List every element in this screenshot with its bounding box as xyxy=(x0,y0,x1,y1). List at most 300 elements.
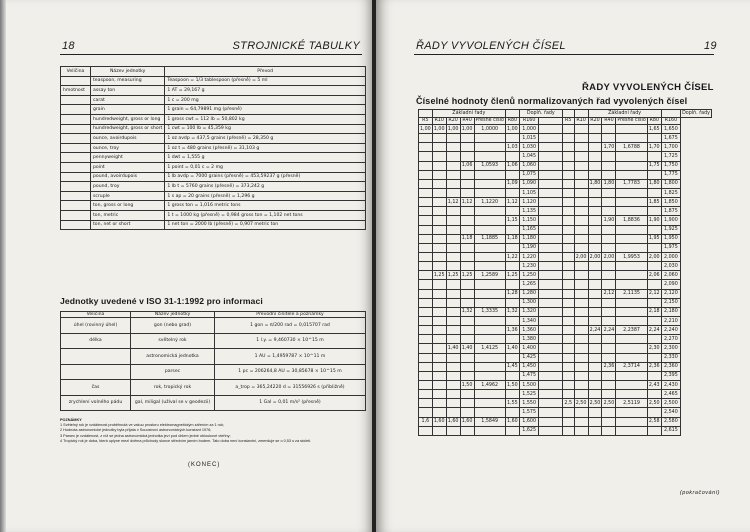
table-cell xyxy=(419,216,433,225)
table-cell: 1,1885 xyxy=(474,234,505,243)
table-cell: 1,220 xyxy=(519,252,539,261)
table-cell xyxy=(616,316,647,325)
table-cell: 1,32 xyxy=(505,307,519,316)
table-cell xyxy=(446,262,460,271)
table-cell: 1 point = 0,01 c = 2 mg xyxy=(165,162,366,172)
table-cell xyxy=(419,207,433,216)
table-row xyxy=(419,362,712,371)
continued-mark: (pokračování) xyxy=(679,490,720,496)
table-cell xyxy=(432,344,446,353)
column-divider xyxy=(539,179,562,188)
table-cell xyxy=(616,161,647,170)
group-header-spacer xyxy=(661,110,680,118)
table-cell xyxy=(616,371,647,380)
table-cell xyxy=(474,252,505,261)
table-cell xyxy=(446,216,460,225)
table-row xyxy=(419,143,712,152)
table-cell xyxy=(574,380,588,389)
table-cell: hundredweight, gross or short xyxy=(91,124,165,134)
table-cell: 1,2589 xyxy=(474,271,505,280)
table-cell xyxy=(460,152,474,161)
table-cell xyxy=(602,198,616,207)
table-cell: 2,06 xyxy=(647,271,661,280)
table-cell xyxy=(446,298,460,307)
table-cell xyxy=(616,152,647,161)
table-cell xyxy=(432,134,446,143)
table-row xyxy=(61,395,366,411)
table-cell xyxy=(61,143,91,153)
table-cell: 1,00 xyxy=(432,125,446,134)
table-cell: 1 l.y. = 9,460730 × 10^15 m xyxy=(215,333,366,349)
table-cell xyxy=(446,335,460,344)
table-cell xyxy=(602,225,616,234)
table-cell: 2,18 xyxy=(647,307,661,316)
table-cell xyxy=(432,280,446,289)
column-divider xyxy=(539,207,562,216)
table-cell xyxy=(460,426,474,435)
table-cell: 2,5119 xyxy=(616,399,647,408)
group-header-supplementary: Doplň. řady xyxy=(682,110,710,116)
table-cell xyxy=(574,262,588,271)
table-cell xyxy=(474,399,505,408)
table-cell: 1,50 xyxy=(460,380,474,389)
table-cell: 2,12 xyxy=(602,289,616,298)
table-cell: ton, metric xyxy=(91,210,165,220)
column-divider xyxy=(539,262,562,271)
table-cell xyxy=(647,335,661,344)
table-cell: 1,320 xyxy=(519,307,539,316)
table-cell xyxy=(588,262,602,271)
column-divider xyxy=(539,234,562,243)
table-cell: 2,360 xyxy=(661,362,680,371)
table-cell xyxy=(419,326,433,335)
table-cell: 2,1135 xyxy=(616,289,647,298)
table-cell xyxy=(562,125,574,134)
table-cell xyxy=(616,198,647,207)
table-row xyxy=(419,216,712,225)
table-cell: 1,4125 xyxy=(474,344,505,353)
table-cell: 2,430 xyxy=(661,380,680,389)
table-cell xyxy=(602,390,616,399)
table-cell xyxy=(588,380,602,389)
table-cell xyxy=(460,298,474,307)
table-cell xyxy=(505,280,519,289)
table-cell xyxy=(61,105,91,115)
table-cell: pound, troy xyxy=(91,182,165,192)
table-cell: 1,105 xyxy=(519,188,539,197)
table-cell xyxy=(446,307,460,316)
table-cell xyxy=(602,188,616,197)
table-cell xyxy=(432,408,446,417)
table-cell: 1,180 xyxy=(519,234,539,243)
table-cell: 1,1220 xyxy=(474,198,505,207)
table-cell xyxy=(432,243,446,252)
table-cell xyxy=(419,243,433,252)
table-cell: 1,150 xyxy=(519,216,539,225)
table-cell xyxy=(419,408,433,417)
table-cell xyxy=(474,362,505,371)
column-divider xyxy=(539,243,562,252)
table-cell: 1,135 xyxy=(519,207,539,216)
table-cell xyxy=(419,234,433,243)
table-cell xyxy=(574,125,588,134)
table-cell: 1 lb t = 5760 grains (přesně) = 373,242 g xyxy=(165,182,366,192)
table-cell xyxy=(432,289,446,298)
table-cell xyxy=(562,408,574,417)
table-cell xyxy=(446,179,460,188)
table-cell xyxy=(419,252,433,261)
table-cell xyxy=(647,243,661,252)
table-cell xyxy=(647,188,661,197)
table-cell: 1,03 xyxy=(505,143,519,152)
table-cell xyxy=(562,344,574,353)
table-cell xyxy=(562,353,574,362)
table-cell xyxy=(419,390,433,399)
table-cell: 1 cwt = 100 lb = 45,359 kg xyxy=(165,124,366,134)
table-cell xyxy=(574,344,588,353)
table-cell xyxy=(474,225,505,234)
table-cell: 1 dwt = 1,555 g xyxy=(165,153,366,163)
table-row xyxy=(61,349,366,365)
table-cell xyxy=(602,161,616,170)
table-cell xyxy=(574,417,588,426)
table-cell xyxy=(588,289,602,298)
table-cell xyxy=(588,417,602,426)
table-cell: 1,190 xyxy=(519,243,539,252)
table-cell: 2,150 xyxy=(661,298,680,307)
table-cell xyxy=(432,161,446,170)
table-cell: 1,40 xyxy=(505,344,519,353)
table-cell xyxy=(505,353,519,362)
table-cell xyxy=(474,390,505,399)
table-cell xyxy=(588,198,602,207)
table-cell xyxy=(61,172,91,182)
table-cell xyxy=(588,335,602,344)
table-cell xyxy=(562,252,574,261)
table-cell xyxy=(616,390,647,399)
column-divider xyxy=(539,280,562,289)
table-cell: 1,650 xyxy=(661,125,680,134)
table-cell: 1,8836 xyxy=(616,216,647,225)
table-cell xyxy=(647,353,661,362)
table-cell: 1,230 xyxy=(519,262,539,271)
table-cell: 2,5 xyxy=(562,399,574,408)
table-cell xyxy=(419,289,433,298)
table-row xyxy=(419,307,712,316)
table-cell xyxy=(460,316,474,325)
table-cell xyxy=(602,353,616,362)
table-cell: 1,400 xyxy=(519,344,539,353)
table-cell xyxy=(616,134,647,143)
table-cell: 1,750 xyxy=(661,161,680,170)
table-cell xyxy=(474,289,505,298)
group-header-supplementary: Doplň. řady xyxy=(519,110,562,118)
table-cell: délka xyxy=(61,333,131,349)
table-cell xyxy=(602,335,616,344)
table-cell xyxy=(432,390,446,399)
table-cell xyxy=(562,152,574,161)
table-cell: 1,475 xyxy=(519,371,539,380)
table-cell xyxy=(460,371,474,380)
table-cell xyxy=(460,390,474,399)
table-cell xyxy=(505,262,519,271)
table-cell xyxy=(602,262,616,271)
table-cell xyxy=(616,188,647,197)
table-cell xyxy=(574,170,588,179)
table-cell xyxy=(588,280,602,289)
column-divider xyxy=(539,399,562,408)
table-cell xyxy=(460,252,474,261)
table-cell xyxy=(446,326,460,335)
column-divider xyxy=(539,143,562,152)
table-cell xyxy=(505,335,519,344)
table-cell xyxy=(446,390,460,399)
table-cell: 1,450 xyxy=(519,362,539,371)
table-cell xyxy=(647,170,661,179)
table-cell: zrychlení volného pádu xyxy=(61,395,131,411)
table-cell: 1,60 xyxy=(505,417,519,426)
table-cell: 1,60 xyxy=(446,417,460,426)
table-row xyxy=(61,95,366,105)
table-cell xyxy=(460,399,474,408)
table-cell: 1,045 xyxy=(519,152,539,161)
table-cell xyxy=(602,170,616,179)
table-cell xyxy=(460,225,474,234)
table-cell xyxy=(616,125,647,134)
table-cell: 2,000 xyxy=(661,252,680,261)
table-cell xyxy=(419,344,433,353)
table-cell xyxy=(419,399,433,408)
page-edge xyxy=(0,0,6,532)
table-cell xyxy=(562,216,574,225)
table-cell: 1,12 xyxy=(460,198,474,207)
table-cell: 1,975 xyxy=(661,243,680,252)
column-header: R5 xyxy=(562,117,574,125)
table-cell xyxy=(460,353,474,362)
table-cell xyxy=(432,143,446,152)
table-cell: 1,800 xyxy=(661,179,680,188)
table-cell xyxy=(505,170,519,179)
table-cell xyxy=(562,161,574,170)
table-cell xyxy=(647,280,661,289)
table-cell: a_trop = 365,24220 d = 31556926 s (přibližně) xyxy=(215,380,366,396)
column-divider xyxy=(539,371,562,380)
table-cell: 2,540 xyxy=(661,408,680,417)
table-cell xyxy=(460,170,474,179)
table-cell xyxy=(574,143,588,152)
table-cell: 1,360 xyxy=(519,326,539,335)
table-cell: 2,060 xyxy=(661,271,680,280)
column-divider xyxy=(539,198,562,207)
table-cell: 2,330 xyxy=(661,353,680,362)
table-cell: astronomická jednotka xyxy=(131,349,215,365)
table-cell: 1,775 xyxy=(661,170,680,179)
table-cell: 1 grain = 64,79891 mg (přesně) xyxy=(165,105,366,115)
table-cell xyxy=(574,289,588,298)
table-cell: 2,00 xyxy=(588,252,602,261)
table-cell xyxy=(588,188,602,197)
table-cell: 2,120 xyxy=(661,289,680,298)
table-cell xyxy=(574,298,588,307)
table-row xyxy=(419,243,712,252)
table-cell xyxy=(460,216,474,225)
table-row xyxy=(419,390,712,399)
table-cell: čas xyxy=(61,380,131,396)
column-divider xyxy=(539,408,562,417)
table-cell xyxy=(446,408,460,417)
table-cell xyxy=(419,262,433,271)
table-cell: 1,12 xyxy=(505,198,519,207)
table-cell xyxy=(574,408,588,417)
table-cell xyxy=(647,207,661,216)
table-cell xyxy=(588,298,602,307)
table-cell xyxy=(446,152,460,161)
table-row xyxy=(61,162,366,172)
table-cell xyxy=(505,390,519,399)
table-cell xyxy=(419,198,433,207)
column-divider xyxy=(539,417,562,426)
table-cell xyxy=(460,188,474,197)
column-divider xyxy=(539,298,562,307)
table-cell xyxy=(574,179,588,188)
table-cell: 1,265 xyxy=(519,280,539,289)
table-cell xyxy=(588,207,602,216)
table-cell xyxy=(574,152,588,161)
table-cell xyxy=(616,243,647,252)
table-cell xyxy=(446,134,460,143)
table-cell xyxy=(432,426,446,435)
table-cell: 1 oz t = 480 grains (přesně) = 31,103 g xyxy=(165,143,366,153)
table-cell: 2,030 xyxy=(661,262,680,271)
table-cell xyxy=(562,316,574,325)
table-cell: 2,58 xyxy=(647,417,661,426)
table-cell xyxy=(616,262,647,271)
table-cell xyxy=(616,234,647,243)
table-cell: 2,00 xyxy=(602,252,616,261)
table-cell: 2,300 xyxy=(661,344,680,353)
section-title: ŘADY VYVOLENÝCH ČÍSEL xyxy=(582,82,714,93)
iso-table-body xyxy=(61,318,366,411)
table-cell: 1,7783 xyxy=(616,179,647,188)
table-row xyxy=(419,380,712,389)
table-cell xyxy=(574,188,588,197)
iso-table xyxy=(60,311,366,411)
table-cell xyxy=(446,426,460,435)
table-cell: ton, gross or long xyxy=(91,201,165,211)
table-cell xyxy=(505,207,519,216)
table-cell: 1,06 xyxy=(460,161,474,170)
table-cell xyxy=(602,307,616,316)
table-cell xyxy=(419,380,433,389)
table-cell: 2,3714 xyxy=(616,362,647,371)
table-cell xyxy=(574,207,588,216)
table-cell xyxy=(588,371,602,380)
table-cell xyxy=(419,353,433,362)
table-cell xyxy=(588,344,602,353)
column-header: R80 xyxy=(505,117,519,125)
table-cell: 2,580 xyxy=(661,417,680,426)
table-cell: 1 net ton = 2000 lb (přesně) = 0,907 metric ton xyxy=(165,220,366,230)
table-cell: 1,550 xyxy=(519,399,539,408)
table-cell: 1,875 xyxy=(661,207,680,216)
table-cell: 1,00 xyxy=(446,125,460,134)
table-cell xyxy=(474,134,505,143)
table-cell xyxy=(602,125,616,134)
table-cell: 1 AT = 29,167 g xyxy=(165,86,366,96)
table-row xyxy=(61,105,366,115)
table-row xyxy=(61,134,366,144)
table-cell: světelný rok xyxy=(131,333,215,349)
table-cell xyxy=(602,344,616,353)
column-divider xyxy=(539,353,562,362)
table-cell xyxy=(505,426,519,435)
table-row xyxy=(419,234,712,243)
table-cell xyxy=(474,207,505,216)
table-cell xyxy=(588,271,602,280)
column-header: R40 xyxy=(602,117,616,125)
table-cell xyxy=(588,362,602,371)
table-cell xyxy=(432,353,446,362)
table-cell xyxy=(474,426,505,435)
table-cell xyxy=(616,426,647,435)
table-cell: 1,165 xyxy=(519,225,539,234)
table-cell xyxy=(505,243,519,252)
table-cell xyxy=(432,216,446,225)
table-row xyxy=(419,417,712,426)
table-cell xyxy=(574,234,588,243)
table-row xyxy=(419,353,712,362)
table-cell: 1,4962 xyxy=(474,380,505,389)
table-cell: 1,9953 xyxy=(616,252,647,261)
table-cell: teaspoon, measuring xyxy=(91,76,165,86)
table-cell: 1,250 xyxy=(519,271,539,280)
table-cell: ounce, avoirdupois xyxy=(91,134,165,144)
table-cell xyxy=(61,220,91,230)
table-cell xyxy=(602,234,616,243)
table-cell: 2,30 xyxy=(647,344,661,353)
table-cell xyxy=(562,234,574,243)
running-head-right: ŘADY VYVOLENÝCH ČÍSEL xyxy=(416,40,566,52)
table-cell: 1 t = 1000 kg (přesně) = 0,984 gross ton = 1,102 net tons xyxy=(165,210,366,220)
table-cell xyxy=(474,316,505,325)
table-cell: 1,625 xyxy=(519,426,539,435)
table-cell xyxy=(474,243,505,252)
table-cell: 1,80 xyxy=(602,179,616,188)
table-title: Číselné hodnoty členů normalizovaných řad vyvolených čísel xyxy=(416,96,688,106)
table-row xyxy=(61,182,366,192)
table-cell: 1,40 xyxy=(460,344,474,353)
column-header: R80 xyxy=(647,117,661,125)
table-cell: 1,60 xyxy=(432,417,446,426)
column-header: R20 xyxy=(588,117,602,125)
table-cell xyxy=(446,353,460,362)
table-cell xyxy=(602,207,616,216)
table-cell xyxy=(460,179,474,188)
table-cell: 1,60 xyxy=(460,417,474,426)
table-row xyxy=(419,326,712,335)
units-column-header: Název jednotky xyxy=(91,67,165,77)
table-cell xyxy=(588,316,602,325)
table-cell xyxy=(562,143,574,152)
table-cell xyxy=(616,380,647,389)
table-row xyxy=(61,172,366,182)
table-cell xyxy=(419,298,433,307)
table-cell: 1,09 xyxy=(505,179,519,188)
table-cell xyxy=(616,417,647,426)
table-cell xyxy=(419,225,433,234)
table-cell xyxy=(446,225,460,234)
table-cell xyxy=(474,298,505,307)
